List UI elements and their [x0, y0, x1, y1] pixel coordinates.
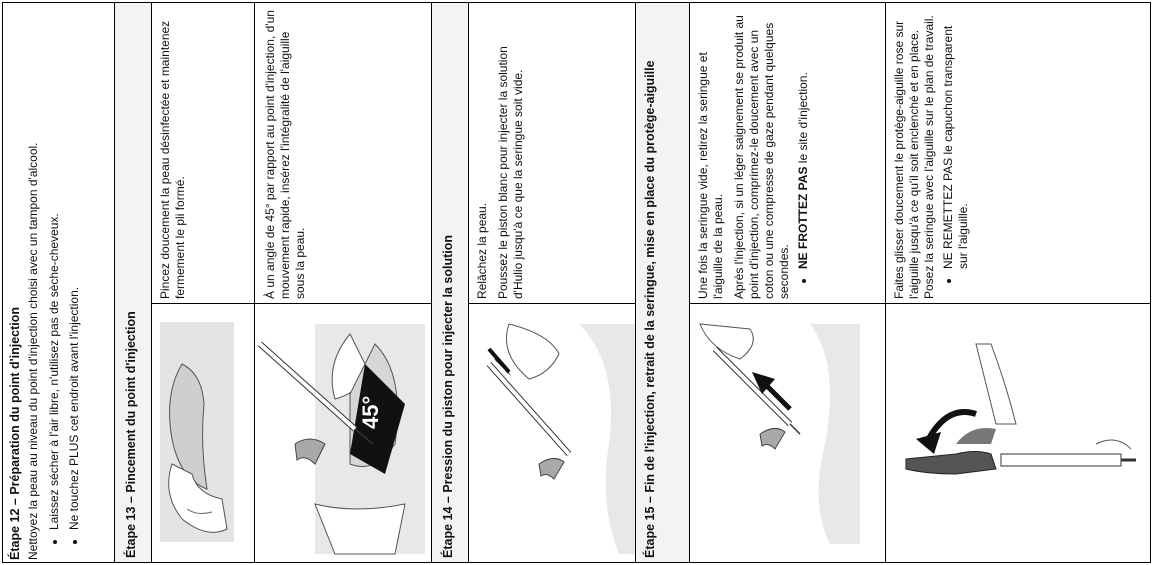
step14-title: Étape 14 – Pression du piston pour injecter la solution [441, 235, 455, 558]
step15-text3: Faites glisser doucement le protège-aiguille rose sur l'aiguille jusqu'à ce qu'il soit enclenché et en place. Posez la seringue avec l'aiguille sur le plan de travail. [892, 15, 936, 299]
plunger-illustration [469, 304, 635, 562]
angle-label: 45° [358, 395, 383, 429]
step13-text2-cell [254, 2, 432, 304]
step15-bullets-2 [941, 9, 971, 299]
step13-title: Étape 13 – Pincement du point d'injection [124, 311, 138, 558]
step15-bullet-2-rest: le capuchon transparent sur l'aiguille. [941, 25, 970, 269]
step15-bullet-1-rest: le site d'injection. [796, 72, 810, 167]
step12-bullet-2: • Ne touchez PLUS cet endroit avant l'injection. [67, 7, 82, 530]
step15-title: Étape 15 – Fin de l'injection, retrait de la seringue, mise en place du protège-aiguille [643, 60, 657, 558]
step14-text1: Relâchez la peau. [475, 202, 489, 299]
step15-text1: Une fois la seringue vide, retirez la seringue et l'aiguille de la peau. [696, 52, 725, 299]
step15-text1-content [696, 9, 882, 299]
pinch-illustration [152, 304, 254, 562]
step13-image2-cell [254, 303, 432, 563]
step15-bullet-2-strong: NE REMETTEZ PAS [941, 157, 955, 269]
step14-header [431, 2, 469, 563]
insertion-illustration [255, 304, 431, 562]
step14-text2: Poussez le piston blanc pour injecter la solution d'Hulio jusqu'à ce que la seringue soit vide. [496, 46, 525, 299]
step13-text1-cell [151, 2, 255, 304]
step15-bullet-1 [796, 9, 811, 269]
step14-text [475, 9, 635, 299]
step14-image-cell [468, 303, 636, 563]
step15-image1-cell [689, 303, 886, 563]
step15-bullet-2 [941, 9, 971, 269]
step15-image2-cell [885, 303, 1151, 563]
step15-header [635, 2, 690, 563]
step12-bullets [47, 7, 82, 560]
step12-bullet-1: • Laissez sécher à l'air libre, n'utilisez pas de sèche-cheveux. [47, 7, 62, 530]
step15-text2: Après l'injection, si un léger saignement se produit au point d'injection, comprimez-le doucement avec un coton ou une compresse de gaze pendant quelques secondes. [732, 15, 791, 299]
step15-bullet-1-strong: NE FROTTEZ PAS [796, 166, 810, 269]
step13-header [114, 2, 152, 563]
step13-text2: À un angle de 45° par rapport au point d'injection, d'un mouvement rapide, insérez l'intégralité de l'aiguille sous la peau. [263, 10, 307, 299]
step13-text1: Pincez doucement la peau désinfectée et maintenez fermement le pli formé. [158, 20, 187, 299]
step14-text-cell [468, 2, 636, 304]
step15-text2-cell [885, 2, 1151, 304]
step13-image1-cell [151, 303, 255, 563]
needle-guard-illustration [886, 304, 1150, 562]
step15-bullets-1 [796, 9, 811, 299]
step12-content [7, 7, 115, 560]
withdraw-illustration [690, 304, 885, 562]
step12-cell [2, 2, 115, 563]
step15-text1-cell [689, 2, 886, 304]
step12-title: Étape 12 – Préparation du point d'injection [8, 306, 22, 560]
step12-text: Nettoyez la peau au niveau du point d'injection choisi avec un tampon d'alcool. [26, 142, 40, 560]
step15-text2-content [892, 9, 1142, 299]
